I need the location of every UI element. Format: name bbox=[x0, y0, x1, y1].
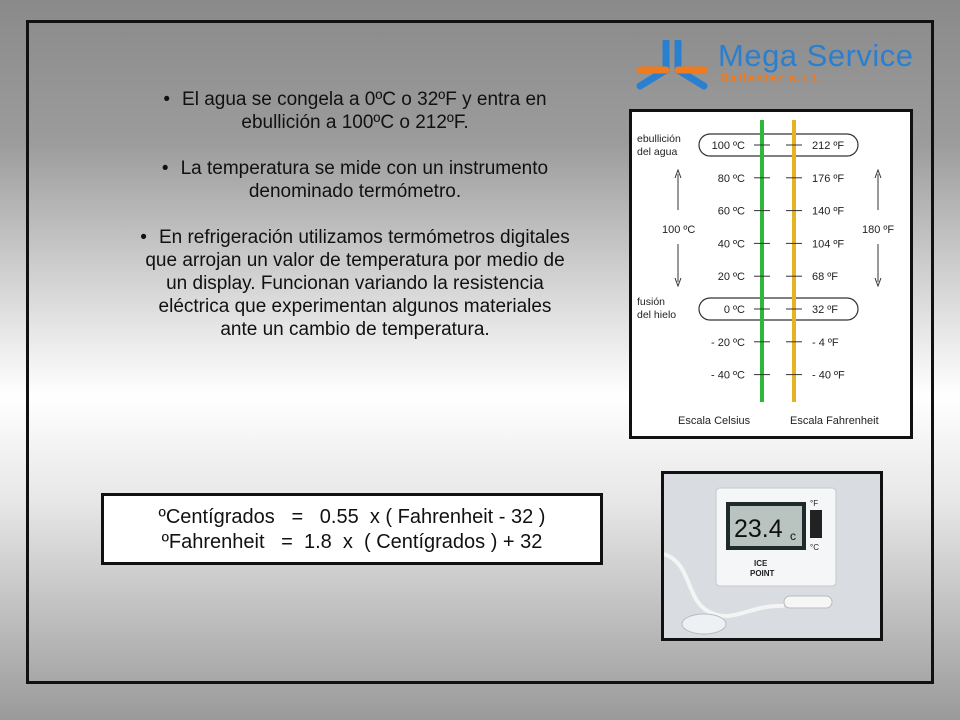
fahrenheit-value: 140 ºF bbox=[812, 205, 845, 218]
bullet-text: La temperatura se mide con un instrumento denominado termómetro. bbox=[180, 158, 549, 202]
fahrenheit-value: 176 ºF bbox=[812, 172, 845, 185]
fahrenheit-value: 104 ºF bbox=[812, 238, 845, 251]
bullet-item bbox=[140, 226, 570, 341]
bullet-text: El agua se congela a 0ºC o 32ºF y entra en ebullición a 100ºC o 212ºF. bbox=[182, 89, 547, 133]
boil-label: ebullición bbox=[637, 133, 681, 145]
unit-c-label: °C bbox=[810, 543, 819, 552]
celsius-value: 0 ºC bbox=[723, 304, 745, 316]
digital-thermometer-photo bbox=[661, 471, 883, 641]
bullet-text: En refrigeración utilizamos termómetros digitales que arrojan un valor de temperatura por medio de un display. Funcionan variando la resistencia eléctrica que experimentan algunos materiales ante un cambio de temperatura. bbox=[145, 227, 570, 340]
bullet-icon: • bbox=[140, 227, 147, 248]
bullet-icon: • bbox=[163, 89, 171, 110]
brand-line-2: POINT bbox=[750, 569, 775, 578]
celsius-value: 80 ºC bbox=[717, 172, 745, 185]
celsius-value: 60 ºC bbox=[717, 205, 745, 218]
melt-label: fusión bbox=[637, 296, 666, 308]
lcd-reading: 23.4 bbox=[734, 515, 783, 543]
logo-mark-icon bbox=[636, 40, 716, 90]
fahrenheit-scale-label: Escala Fahrenheit bbox=[790, 415, 879, 427]
formula-box bbox=[101, 493, 603, 565]
fahrenheit-value: - 4 ºF bbox=[812, 336, 839, 349]
range-fahrenheit-label: 180 ºF bbox=[862, 224, 895, 236]
logo-subtitle: Ballester s.r.l. bbox=[720, 71, 823, 85]
celsius-scale-label: Escala Celsius bbox=[678, 415, 751, 427]
fahrenheit-value: 68 ºF bbox=[812, 271, 839, 284]
bullet-item bbox=[140, 157, 570, 203]
fahrenheit-value: 212 ºF bbox=[812, 140, 845, 152]
boil-label-2: del agua bbox=[637, 146, 678, 158]
formula-celsius: ºCentígrados = 0.55 x ( Fahrenheit - 32 ) bbox=[158, 506, 546, 528]
unit-switch bbox=[810, 510, 822, 538]
fahrenheit-value: 32 ºF bbox=[812, 304, 839, 316]
scale-svg bbox=[632, 112, 910, 436]
logo-title: Mega Service bbox=[718, 38, 914, 73]
unit-f-label: °F bbox=[810, 499, 819, 508]
lcd-unit: c bbox=[790, 529, 796, 543]
range-celsius-label: 100 ºC bbox=[662, 224, 696, 236]
thermometer-svg bbox=[664, 474, 880, 638]
celsius-value: 20 ºC bbox=[717, 271, 745, 284]
temperature-scale-diagram bbox=[629, 109, 913, 439]
suction-cup bbox=[682, 614, 726, 634]
bullet-list bbox=[140, 88, 570, 364]
logo bbox=[636, 38, 936, 94]
probe bbox=[784, 596, 832, 608]
bullet-icon: • bbox=[161, 158, 169, 179]
bullet-item bbox=[140, 88, 570, 134]
brand-line-1: ICE bbox=[754, 559, 768, 568]
fahrenheit-value: - 40 ºF bbox=[812, 369, 845, 382]
celsius-value: 100 ºC bbox=[711, 140, 745, 152]
celsius-value: 40 ºC bbox=[717, 238, 745, 251]
celsius-value: - 20 ºC bbox=[711, 336, 745, 349]
celsius-value: - 40 ºC bbox=[711, 369, 745, 382]
formula-fahrenheit: ºFahrenheit = 1.8 x ( Centígrados ) + 32 bbox=[161, 531, 543, 553]
melt-label-2: del hielo bbox=[637, 309, 677, 321]
